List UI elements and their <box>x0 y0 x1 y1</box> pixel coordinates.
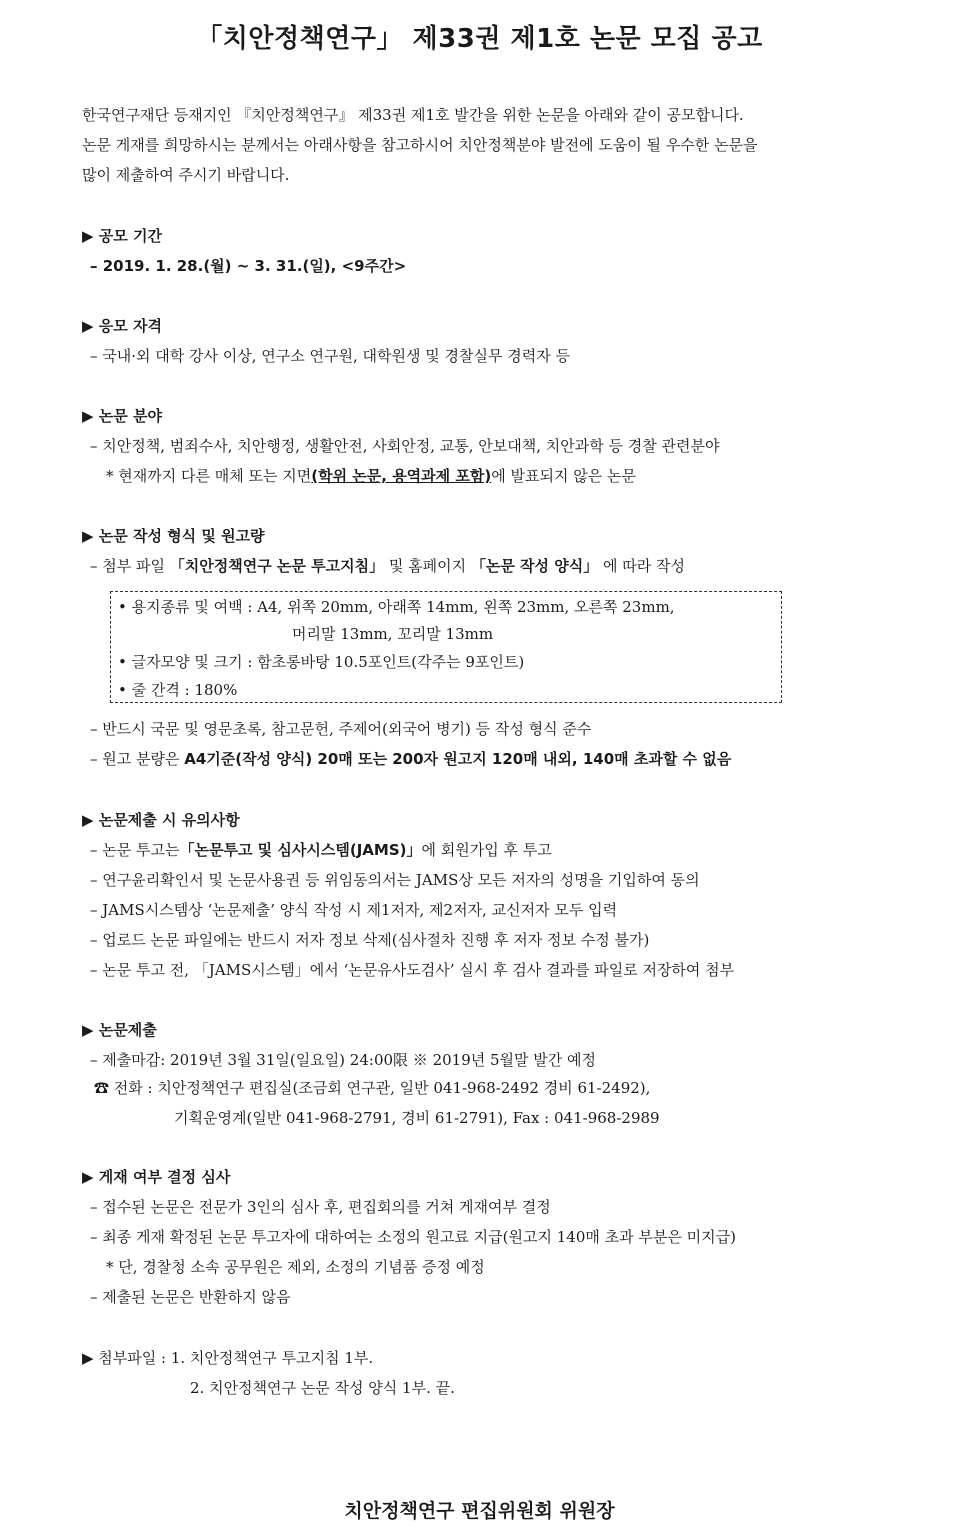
format-heading: ▶ 논문 작성 형식 및 원고량 <box>82 527 265 545</box>
eligibility-line: – 국내·외 대학 강사 이상, 연구소 연구원, 대학원생 및 경찰실무 경력자 등 <box>90 347 570 365</box>
format-spec-header-footer: 머리말 13mm, 꼬리말 13mm <box>292 625 494 643</box>
format-template-ref: 「논문 작성 양식」 <box>470 557 599 575</box>
review-line-3: * 단, 경찰청 소속 공무원은 제외, 소정의 기념품 증정 예정 <box>106 1258 485 1276</box>
notes-line-5: – 논문 투고 전, 「JAMS시스템」에서 ‘논문유사도검사’ 실시 후 검사 결과를 파일로 저장하여 첨부 <box>90 961 735 979</box>
field-line: – 치안정책, 범죄수사, 치안행정, 생활안전, 사회안정, 교통, 안보대책, 치안과학 등 경찰 관련분야 <box>90 437 720 455</box>
field-note-emphasis: (학위 논문, 용역과제 포함) <box>311 467 492 485</box>
format-line-1 <box>90 556 685 576</box>
format-guideline-ref: 「치안정책연구 논문 투고지침」 <box>169 557 385 575</box>
notes-line-2: – 연구윤리확인서 및 논문사용권 등 위임동의서는 JAMS상 모든 저자의 성명을 기입하여 동의 <box>90 871 700 889</box>
review-heading: ▶ 게재 여부 결정 심사 <box>82 1168 231 1186</box>
format-line-1-pre: – 첨부 파일 <box>90 557 170 575</box>
field-note <box>106 466 636 486</box>
review-line-2: – 최종 게재 확정된 논문 투고자에 대하여는 소정의 원고료 지급(원고지 140매 초과 부분은 미지급) <box>90 1228 736 1246</box>
attachments-line-2: 2. 치안정책연구 논문 작성 양식 1부. 끝. <box>190 1379 455 1397</box>
format-spec-line-spacing: • 줄 간격 : 180% <box>118 681 238 699</box>
jams-system-ref: 「논문투고 및 심사시스템(JAMS)」 <box>179 841 422 859</box>
period-line: – 2019. 1. 28.(월) ~ 3. 31.(일), <9주간> <box>90 257 407 275</box>
submission-deadline: – 제출마감: 2019년 3월 31일(일요일) 24:00限 ※ 2019년 5월말 발간 예정 <box>90 1051 597 1069</box>
notes-line-1-post: 에 회원가입 후 투고 <box>421 841 552 859</box>
notes-line-1-pre: – 논문 투고는 <box>90 841 180 859</box>
field-heading: ▶ 논문 분야 <box>82 407 162 425</box>
submission-heading: ▶ 논문제출 <box>82 1021 157 1039</box>
period-heading: ▶ 공모 기간 <box>82 227 162 245</box>
intro-line-3: 많이 제출하여 주시기 바랍니다. <box>82 166 290 184</box>
signature-footer: 치안정책연구 편집위원회 위원장 <box>344 1500 615 1522</box>
page-title: 「치안정책연구」 제33권 제1호 논문 모집 공고 <box>196 24 763 54</box>
format-line-2: – 반드시 국문 및 영문초록, 참고문헌, 주제어(외국어 병기) 등 작성 형식 준수 <box>90 720 592 738</box>
eligibility-heading: ▶ 응모 자격 <box>82 317 162 335</box>
format-spec-font: • 글자모양 및 크기 : 함초롱바탕 10.5포인트(각주는 9포인트) <box>118 653 525 671</box>
notes-line-4: – 업로드 논문 파일에는 반드시 저자 정보 삭제(심사절차 진행 후 저자 정보 수정 불가) <box>90 931 650 949</box>
field-note-pre: * 현재까지 다른 매체 또는 지면 <box>106 467 312 485</box>
format-spec-paper: • 용지종류 및 여백 : A4, 위쪽 20mm, 아래쪽 14mm, 왼쪽 23mm, 오른쪽 23mm, <box>118 598 675 616</box>
submission-phone: ☎ 전화 : 치안정책연구 편집실(조금회 연구관, 일반 041-968-2492 경비 61-2492), <box>94 1079 651 1097</box>
review-line-4: – 제출된 논문은 반환하지 않음 <box>90 1288 291 1306</box>
notes-line-1 <box>90 840 552 860</box>
field-note-post: 에 발표되지 않은 논문 <box>491 467 636 485</box>
format-line-1-mid: 및 홈페이지 <box>384 557 471 575</box>
format-line-3 <box>90 749 731 769</box>
intro-line-1: 한국연구재단 등재지인 『치안정책연구』 제33권 제1호 발간을 위한 논문을 아래와 같이 공모합니다. <box>82 106 744 124</box>
format-line-1-post: 에 따라 작성 <box>598 557 686 575</box>
notes-heading: ▶ 논문제출 시 유의사항 <box>82 811 240 829</box>
notes-line-3: – JAMS시스템상 ‘논문제출’ 양식 작성 시 제1저자, 제2저자, 교신저자 모두 입력 <box>90 901 618 919</box>
review-line-1: – 접수된 논문은 전문가 3인의 심사 후, 편집회의를 거쳐 게재여부 결정 <box>90 1198 551 1216</box>
format-length-rule: A4기준(작성 양식) 20매 또는 200자 원고지 120매 내외, 140매 초과할 수 없음 <box>184 750 732 768</box>
intro-line-2: 논문 게재를 희망하시는 분께서는 아래사항을 참고하시어 치안정책분야 발전에 도움이 될 우수한 논문을 <box>82 136 758 154</box>
format-line-3-pre: – 원고 분량은 <box>90 750 185 768</box>
submission-phone-2: 기획운영계(일반 041-968-2791, 경비 61-2791), Fax : 041-968-2989 <box>174 1109 660 1127</box>
attachments-line-1: ▶ 첨부파일 : 1. 치안정책연구 투고지침 1부. <box>82 1349 374 1367</box>
